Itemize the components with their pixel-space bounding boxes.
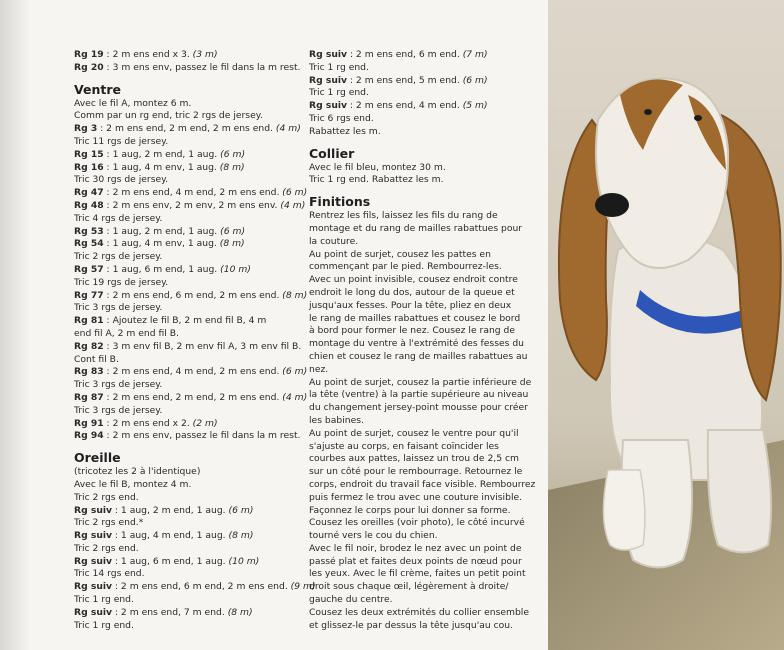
instruction-text: Rabattez les m. xyxy=(309,125,381,137)
pattern-line xyxy=(74,492,296,505)
stitch-count: (10 m) xyxy=(228,555,260,567)
pattern-line xyxy=(309,174,523,187)
instruction-text: montage et du rang de mailles rabattues pour xyxy=(309,222,523,234)
stitch-count: (6 m) xyxy=(282,366,308,378)
pattern-line xyxy=(309,543,523,556)
instruction-text: Comm par un rg end, tric 2 rgs de jersey. xyxy=(74,110,263,122)
instruction-text: : 1 aug, 2 m end, 1 aug. xyxy=(103,148,221,160)
instruction-text: Tric 2 rgs end. xyxy=(74,542,139,554)
stitch-count: (8 m) xyxy=(228,530,254,542)
pattern-line xyxy=(74,430,301,443)
instruction-text: et glissez-le par dessus la tête jusqu'au cou. xyxy=(309,619,514,631)
pattern-line xyxy=(309,338,523,351)
pattern-line xyxy=(309,126,523,139)
pattern-line xyxy=(309,581,523,594)
instruction-text: Tric 1 rg end. xyxy=(74,594,134,606)
pattern-line xyxy=(309,415,523,428)
pattern-line xyxy=(74,405,296,418)
instruction-text: Tric 3 rgs de jersey. xyxy=(74,379,163,391)
instruction-text: Avec un point invisible, cousez endroit contre xyxy=(309,274,518,286)
instruction-text: Cousez les oreilles (voir photo), le côté incurvé xyxy=(309,517,525,529)
instruction-text: Au point de surjet, cousez la partie inférieure de xyxy=(309,376,532,388)
dog-nose xyxy=(595,193,629,217)
instruction-text: Au point de surjet, cousez le ventre pour qu'il xyxy=(309,427,519,439)
pattern-line xyxy=(74,391,308,405)
row-number: Rg suiv xyxy=(74,555,112,567)
instruction-text: : 2 m ens end, 6 m end, 2 m ens end. xyxy=(112,581,291,593)
instruction-text: sur un côté pour le rembourrage. Retournez le xyxy=(309,466,523,478)
stitch-count: (10 m) xyxy=(220,263,251,275)
pattern-line xyxy=(74,354,296,367)
pattern-line xyxy=(309,223,523,236)
section-heading: Finitions xyxy=(309,194,371,210)
row-number: Rg 19 xyxy=(74,49,104,60)
row-number: Rg 57 xyxy=(74,263,104,275)
row-number: Rg 47 xyxy=(74,187,104,199)
row-number: Rg 91 xyxy=(74,417,104,429)
instruction-text: : 2 m ens end, 2 m end, 2 m ens end. xyxy=(97,123,276,135)
instruction-text: droit sous chaque œil, légèrement à droite/ xyxy=(309,581,509,593)
instruction-text: passé plat et faites deux points de nœud pour xyxy=(309,555,522,567)
stitch-count: (4 m) xyxy=(275,123,301,135)
pattern-line xyxy=(74,149,296,162)
pattern-line xyxy=(74,556,296,569)
instruction-text: Tric 30 rgs de jersey. xyxy=(74,174,169,186)
pattern-line xyxy=(74,543,296,556)
instruction-text: : 1 aug, 6 m end, 1 aug. xyxy=(103,263,221,275)
stitch-count: (6 m) xyxy=(220,225,246,237)
pattern-line xyxy=(309,478,536,492)
pattern-line xyxy=(74,581,316,594)
stitch-count: (8 m) xyxy=(219,238,245,250)
pattern-line xyxy=(309,505,523,518)
pattern-line xyxy=(309,162,523,175)
instruction-text: Avec le fil A, montez 6 m. xyxy=(74,97,192,109)
stitch-count: (6 m) xyxy=(228,504,254,516)
pattern-line xyxy=(74,379,296,392)
instruction-text: Façonnez le corps pour lui donner sa forme. xyxy=(309,504,511,516)
pattern-line xyxy=(309,210,523,223)
pattern-line xyxy=(74,620,296,633)
instruction-text: les babines. xyxy=(309,414,364,426)
stitch-count: (8 m) xyxy=(282,289,308,301)
pattern-line xyxy=(74,123,301,136)
pattern-line xyxy=(309,100,523,113)
instruction-text: du changement jersey-point mousse pour créer xyxy=(309,402,528,414)
instruction-text: Avec le fil B, montez 4 m. xyxy=(74,478,192,490)
instruction-text: puis fermez le trou avec une couture invisible. xyxy=(309,491,523,503)
instruction-text: Tric 2 rgs end. xyxy=(74,491,139,503)
pattern-line xyxy=(74,517,296,530)
instruction-text: Tric 1 rg end. xyxy=(309,61,369,73)
pattern-line xyxy=(74,98,296,111)
instruction-text: corps, endroit du travail face visible. Rembourrez xyxy=(309,478,536,490)
dog-eye xyxy=(694,115,702,121)
instruction-text: Tric 19 rgs de jersey. xyxy=(74,276,169,288)
row-number: Rg 20 xyxy=(74,61,104,73)
instruction-text: s'ajuste au corps, en faisant coïncider les xyxy=(309,440,499,452)
instruction-text: courbes aux pattes, laissez un trou de 2,5 cm xyxy=(309,453,519,465)
instruction-text: endroit le long du dos, autour de la queue et xyxy=(309,286,515,298)
pattern-line xyxy=(309,466,523,479)
page-gutter-shadow xyxy=(0,0,30,650)
pattern-line xyxy=(74,315,296,328)
section-heading: Ventre xyxy=(74,81,121,97)
pattern-line xyxy=(309,249,523,262)
instruction-text: : 3 m env fil B, 2 m env fil A, 3 m env fil B. xyxy=(103,340,302,352)
instruction-text: les yeux. Avec le fil crème, faites un petit point xyxy=(309,568,526,580)
row-number: Rg 82 xyxy=(74,340,104,352)
pattern-line xyxy=(74,49,296,62)
instruction-text: Avec le fil bleu, montez 30 m. xyxy=(309,161,446,173)
pattern-line xyxy=(309,287,523,300)
stitch-count: (8 m) xyxy=(227,606,253,618)
dog-eye xyxy=(644,109,652,115)
instruction-text: Tric 14 rgs end. xyxy=(74,568,145,580)
instruction-text: Rentrez les fils, laissez les fils du rang de xyxy=(309,210,498,222)
instruction-text: : 2 m ens end, 5 m end. xyxy=(347,74,463,86)
instruction-text: Au point de surjet, cousez les pattes en xyxy=(309,248,491,260)
instruction-text: : 1 aug, 6 m end, 1 aug. xyxy=(112,555,229,567)
instruction-text: end fil A, 2 m end fil B. xyxy=(74,327,179,339)
pattern-line xyxy=(309,350,528,364)
row-number: Rg 87 xyxy=(74,391,104,403)
pattern-line xyxy=(309,364,523,377)
pattern-line xyxy=(74,226,296,239)
instruction-text: Tric 3 rgs de jersey. xyxy=(74,302,163,314)
pattern-line xyxy=(309,236,523,249)
pattern-line xyxy=(74,607,296,620)
instruction-text: commençant par le pied. Rembourrez-les. xyxy=(309,261,502,273)
instruction-text: gauche du centre. xyxy=(309,594,393,606)
pattern-line xyxy=(309,441,523,454)
pattern-line xyxy=(309,62,523,75)
instruction-text: : 2 m ens end, 6 m end. xyxy=(347,49,463,60)
instruction-text: (tricotez les 2 à l'identique) xyxy=(74,466,201,478)
instruction-text: tourné vers le cou du chien. xyxy=(309,530,438,542)
pattern-line xyxy=(309,87,523,100)
pattern-line xyxy=(309,620,523,633)
pattern-line xyxy=(74,136,296,149)
pattern-line xyxy=(309,453,523,466)
stitch-count: (9 m) xyxy=(290,581,316,593)
stitch-count: (7 m) xyxy=(462,49,488,60)
pattern-line xyxy=(74,199,306,213)
instruction-text: Cont fil B. xyxy=(74,353,119,365)
instruction-text: : 2 m ens end, 2 m end, 2 m ens end. xyxy=(103,391,283,403)
instruction-text: le rang de mailles rabattues et cousez le bord xyxy=(309,312,521,324)
instruction-text: : 2 m ens end, 7 m end. xyxy=(112,606,228,618)
instruction-text: : Ajoutez le fil B, 2 m end fil B, 4 m xyxy=(103,315,267,327)
stitch-count: (4 m) xyxy=(282,391,308,403)
row-number: Rg suiv xyxy=(309,100,347,112)
instruction-text: : 1 aug, 2 m end, 1 aug. xyxy=(112,504,229,516)
pattern-line xyxy=(74,366,308,379)
pattern-line xyxy=(74,61,301,75)
instruction-text: Tric 6 rgs end. xyxy=(309,112,374,124)
section-heading: Oreille xyxy=(74,450,121,466)
instruction-text: : 2 m ens end x 3. xyxy=(103,49,193,60)
row-number: Rg suiv xyxy=(309,74,347,86)
pattern-line xyxy=(74,418,296,431)
pattern-line xyxy=(74,568,296,581)
row-number: Rg suiv xyxy=(74,504,112,516)
row-number: Rg suiv xyxy=(74,606,112,618)
pattern-line xyxy=(309,75,523,88)
instruction-text: : 2 m ens end, 4 m end. xyxy=(347,100,463,112)
dog-paw xyxy=(603,470,644,550)
pattern-column-left xyxy=(74,49,316,632)
pattern-line xyxy=(309,517,523,530)
instruction-text: : 3 m ens env, passez le fil dans la m rest. xyxy=(103,61,301,73)
stitch-count: (2 m) xyxy=(192,417,218,429)
pattern-line xyxy=(309,49,523,62)
instruction-text: la tête (ventre) à la partie supérieure au niveau xyxy=(309,389,529,401)
stitch-count: (6 m) xyxy=(462,74,488,86)
pattern-line xyxy=(74,302,296,315)
pattern-line xyxy=(74,479,296,492)
pattern-line xyxy=(309,568,526,581)
stitch-count: (4 m) xyxy=(280,199,306,211)
stitch-count: (8 m) xyxy=(219,161,245,173)
pattern-line xyxy=(309,261,523,274)
pattern-line xyxy=(309,313,523,326)
stitch-count: (5 m) xyxy=(462,100,488,112)
pattern-line xyxy=(74,213,296,226)
row-number: Rg 16 xyxy=(74,161,104,173)
row-number: Rg suiv xyxy=(309,49,347,60)
pattern-line xyxy=(309,530,523,543)
pattern-line xyxy=(74,264,296,277)
pattern-line xyxy=(309,274,523,287)
pattern-line xyxy=(309,300,523,313)
pattern-line xyxy=(74,174,296,187)
pattern-line xyxy=(309,325,523,338)
instruction-text: nez. xyxy=(309,363,329,375)
pattern-line xyxy=(309,376,532,390)
instruction-text: : 1 aug, 4 m env, 1 aug. xyxy=(103,238,220,250)
knitted-dog-photo xyxy=(548,0,784,650)
instruction-text: : 2 m ens end x 2. xyxy=(103,417,193,429)
pattern-line xyxy=(74,238,296,251)
instruction-text: Tric 3 rgs de jersey. xyxy=(74,404,163,416)
instruction-text: : 2 m ens env, 2 m env, 2 m ens env. xyxy=(103,199,281,211)
instruction-text: : 2 m ens end, 6 m end, 2 m ens end. xyxy=(103,289,283,301)
pattern-line xyxy=(74,251,296,264)
instruction-text: Tric 1 rg end. xyxy=(309,87,369,99)
instruction-text: : 1 aug, 2 m end, 1 aug. xyxy=(103,225,221,237)
instruction-text: Tric 1 rg end. Rabattez les m. xyxy=(309,174,444,186)
instruction-text: : 1 aug, 4 m env, 1 aug. xyxy=(103,161,220,173)
instruction-text: Tric 2 rgs de jersey. xyxy=(74,251,163,263)
pattern-line xyxy=(74,505,296,518)
instruction-text: : 2 m ens end, 4 m end, 2 m ens end. xyxy=(103,187,283,199)
instruction-text: Tric 11 rgs de jersey. xyxy=(74,135,169,147)
row-number: Rg suiv xyxy=(74,530,112,542)
pattern-line xyxy=(309,428,523,441)
stitch-count: (3 m) xyxy=(192,49,218,60)
pattern-line xyxy=(309,556,523,569)
pattern-line xyxy=(309,594,523,607)
dog-leg xyxy=(708,430,771,553)
pattern-column-right xyxy=(309,49,536,632)
pattern-line xyxy=(74,466,296,479)
row-number: Rg 3 xyxy=(74,123,98,135)
instruction-text: : 2 m ens env, passez le fil dans la m rest. xyxy=(103,430,301,442)
instruction-text: Tric 2 rgs end.* xyxy=(74,517,144,529)
instruction-text: Tric 1 rg end. xyxy=(74,619,134,631)
row-number: Rg 54 xyxy=(74,238,104,250)
row-number: Rg 94 xyxy=(74,430,104,442)
section-heading: Collier xyxy=(309,145,355,161)
pattern-line xyxy=(74,162,296,175)
instruction-text: montage du ventre à l'extrémité des fesses du xyxy=(309,338,524,350)
instruction-text: jusqu'aux fesses. Pour la tête, pliez en deux xyxy=(309,299,512,311)
pattern-line xyxy=(74,328,296,341)
pattern-line xyxy=(309,492,523,505)
stitch-count: (6 m) xyxy=(282,187,308,199)
pattern-line xyxy=(309,389,529,402)
pattern-line xyxy=(74,594,296,607)
instruction-text: Avec le fil noir, brodez le nez avec un point de xyxy=(309,542,522,554)
pattern-line xyxy=(309,606,529,620)
stitch-count: (6 m) xyxy=(220,148,246,160)
pattern-line xyxy=(74,110,296,123)
row-number: Rg 15 xyxy=(74,148,104,160)
pattern-line xyxy=(74,340,302,354)
row-number: Rg 81 xyxy=(74,315,104,327)
pattern-line xyxy=(74,530,296,543)
instruction-text: Tric 4 rgs de jersey. xyxy=(74,212,163,224)
instruction-text: : 2 m ens end, 4 m end, 2 m ens end. xyxy=(103,366,283,378)
row-number: Rg 83 xyxy=(74,366,104,378)
pattern-line xyxy=(74,187,308,200)
instruction-text: à bord pour former le nez. Cousez le rang de xyxy=(309,325,516,337)
instruction-text: la couture. xyxy=(309,235,359,247)
pattern-line xyxy=(74,289,308,303)
instruction-text: : 1 aug, 4 m end, 1 aug. xyxy=(112,530,229,542)
row-number: Rg 48 xyxy=(74,199,104,211)
instruction-text: chien et cousez le rang de mailles rabattues au xyxy=(309,350,528,362)
pattern-line xyxy=(309,113,523,126)
instruction-text: Cousez les deux extrémités du collier ensemble xyxy=(309,606,529,618)
row-number: Rg 53 xyxy=(74,225,104,237)
row-number: Rg 77 xyxy=(74,289,104,301)
pattern-line xyxy=(74,277,296,290)
knitted-basset-dog-icon xyxy=(548,0,784,650)
row-number: Rg suiv xyxy=(74,581,112,593)
pattern-line xyxy=(309,402,528,415)
